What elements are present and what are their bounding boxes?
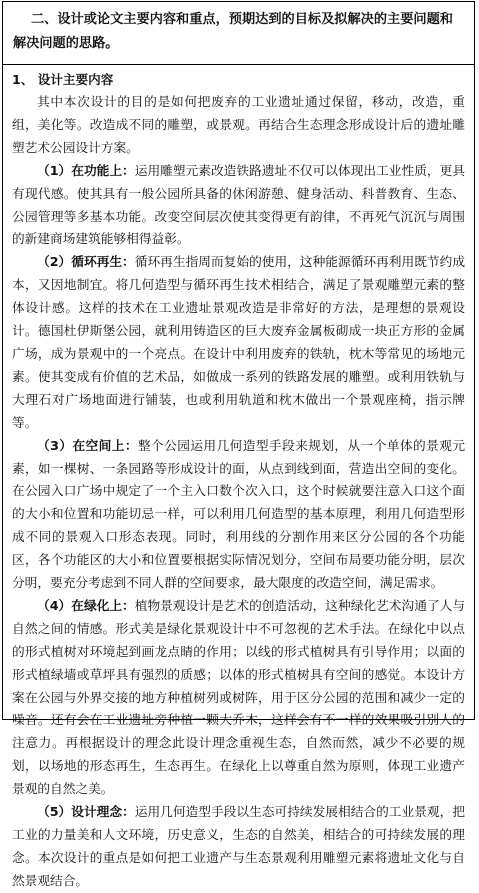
form-table <box>2 1 475 888</box>
table-header-cell <box>3 2 474 65</box>
paragraph-text: 运用几何造型手段以生态可持续发展相结合的工业景观，把工业的力量美和人文环境，历史意义，生态的自然美，相结合的可持续发展的理念。本次设计的重点是如何把工业遗产与生态景观利用雕塑元素将遗址文化与自然景观结合。 <box>12 804 466 888</box>
paragraph-concept <box>12 801 465 893</box>
paragraph-text: 植物景观设计是艺术的创造活动，这种绿化艺术沟通了人与自然之间的情感。形式美是绿化景观设计中不可忽视的艺术手法。在绿化中以点的形式植树对环境起到画龙点睛的作用；以线的形式植树具有引导作用；以面的形式植绿墙或草坪具有强烈的质感；以体的形式植树具有空间的感觉。本设计方案在公园与外界交接的地方种植树列或树阵，用于区分公园的范围和减少一定的噪音。还有会在工业遗址旁种植一颗大乔木，这样会有不一样的效果吸引别人的注意力。再根据设计的理念此设计理念重视生态，自然而然，减少不必要的规划，以场地的形态再生，生态再生。在绿化上以尊重自然为原则，体现工业遗产景观的自然之美。 <box>12 597 466 797</box>
content-cell <box>3 65 474 893</box>
paragraph-text: 循环再生指周而复始的使用，这种能源循环再利用既节约成本，又因地制宜。将几何造型与循环再生技术相结合，满足了景观雕塑元素的整体设计感。这样的技术在工业遗址景观改造是非常好的方法，是理想的景观设计。德国杜伊斯堡公园，就利用铸造区的巨大废弃金属板砌成一块正方形的金属广场，成为景观中的一个亮点。在设计中利用废弃的铁轨，枕木等常见的场地元素。使其变成有价值的艺术品，如做成一系列的铁路发展的雕塑。或利用铁轨与大理石对广场地面进行铺装，也或利用轨道和枕木做出一个景观座椅，指示牌等。 <box>12 254 466 430</box>
subsection-title: 1、 设计主要内容 <box>12 72 114 87</box>
paragraph-greening <box>12 595 465 801</box>
paragraph-recycle <box>12 251 465 434</box>
paragraph-function <box>12 160 465 252</box>
paragraph-text: 运用雕塑元素改造铁路遗址不仅可以体现出工业性质，更具有现代感。使其具有一般公园所具备的休闲游憩、健身活动、科普教育、生态、公园管理等多基本功能。改变空间层次使其变得更有韵律，不再死气沉沉与周围的新建商场建筑能够相得益彰。 <box>12 162 466 247</box>
paragraph-space <box>12 435 465 595</box>
paragraph-text: 整个公园运用几何造型手段来规划，从一个单体的景观元素，如一棵树、一条园路等形成设计的面，从点到线到面，营造出空间的变化。在公园入口广场中规定了一个主入口数个次入口，这个时候就要注意入口这个面的大小和位置和功能切忌一样，可以利用几何造型的基本原理，利用几何造型形成不同的景观入口形态表现。同时，利用线的分割作用来区分公园的各个功能区，各个功能区的大小和位置要根据实际情况划分，空间布局要功能分明，层次分明，要充分考虑到不同人群的空间要求，最大限度的改造空间，满足需求。 <box>12 437 466 591</box>
paragraph-lead: （2）循环再生： <box>37 254 135 270</box>
intro-paragraph: 其中本次设计的目的是如何把废弃的工业遗址通过保留，移动，改造，重组，美化等。改造成不同的雕塑，或景观。再结合生态理念形成设计后的遗址雕塑艺术公园设计方案。 <box>12 94 465 155</box>
paragraph-lead: （1）在功能上： <box>37 162 135 178</box>
paragraph-lead: （4）在绿化上： <box>37 597 135 613</box>
paragraph-lead: （3）在空间上： <box>37 437 138 453</box>
section-heading: 二、设计或论文主要内容和重点，预期达到的目标及拟解决的主要问题和解决问题的思路。 <box>13 12 453 51</box>
paragraph-lead: （5）设计理念： <box>37 804 135 820</box>
